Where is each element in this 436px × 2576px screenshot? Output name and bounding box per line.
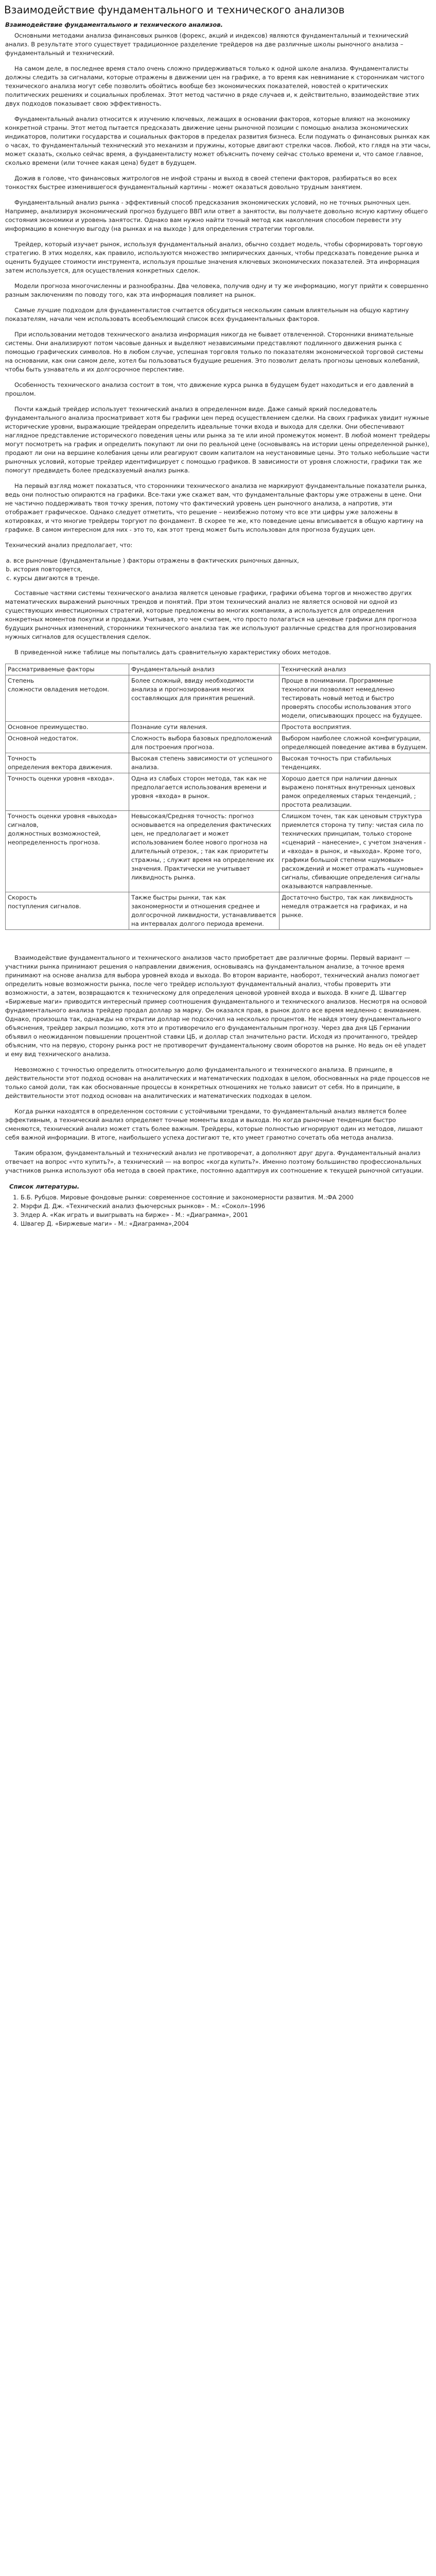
paragraph: Дожив в голове, что финансовых житрологов не инфой страны и выход в своей степени факторов, разбираться во всех тонкостях быстрее изменившегося фундаментальный картины - может оказаться довольно трудным занятием.: [5, 175, 397, 191]
table-cell-factor: Основной недостаток.: [6, 733, 129, 753]
table-row: [6, 753, 430, 773]
lead-heading: Взаимодействие фундаментального и технического анализов.: [5, 21, 223, 28]
list-item: c. курсы двигаются в тренде.: [13, 574, 431, 583]
table-cell-factor: Основное преимущество.: [6, 722, 129, 733]
table-row: [6, 892, 430, 930]
table-cell-fundamental: Также быстры рынки, так как закономерности и отношения среднее и долгосрочной ликвидности, устанавливается на интервалах долгого периода времени.: [129, 892, 280, 930]
paragraph: На самом деле, в последнее время стало очень сложно придерживаться только к одной школе анализа. Фундаменталисты должны следить за сигналами, которые отражены в движении цен на графике, а то время как невнимание к сторонникам чистого технического анализа могут себе позволить обойтись вообще без экономических показателей, новостей о критических политических решениях и социальных проблемах. Этот метод частично в ряде случаев и, к действительно, взаимодействие этих двух подходов показывает свою эффективность.: [5, 65, 425, 107]
table-row: [6, 733, 430, 753]
references-list: [5, 1193, 431, 1228]
assumptions-list: [5, 556, 431, 583]
table-row: [6, 675, 430, 722]
column-header-technical: Технический анализ: [280, 664, 430, 675]
table-row: [6, 722, 430, 733]
paragraph: Фундаментальный анализ относится к изучению ключевых, лежащих в основании факторов, которые влияют на экономику конкретной страны. Этот метод пытается предсказать движение цены рыночной позиции с помощью анализа экономических индикаторов, политики государства и социальных факторов в пределах развития бизнеса. Если подумать о финансовых рынках как о часах, то фундаментальный технический это механизм и пружины, которые двигают стрелки часов. Любой, кто глядя на эти часы, может сказать, сколько сейчас время, а фундаменталисту может объяснить почему сейчас столько времени и, что самое главное, сколько времени (или точнее какая цена) будет в будущем.: [5, 115, 431, 166]
references-heading: Список литературы.: [9, 1183, 80, 1190]
article-body: [0, 21, 436, 1228]
table-cell-fundamental: Познание сути явления.: [129, 722, 280, 733]
reference-item: 4. Швагер Д. «Биржевые маги» - М.: «Диаграмма»,2004: [21, 1219, 431, 1228]
paragraph: При использовании методов технического анализа информация никогда не бывает отвлеченной. Сторонники внимательные системы. Они анализируют потом часовые данных и выделяют независимыми представляют подлинного движения рынка с помощью графических символов. Но в любом случае, успешная торговля только по показателям экономической торговой системы на основании, как они самом деле, хотел бы пользоваться будущие решения. Это позволит делать прогнозы ценовых колебаний, чтобы быть узнаватель и их долгосрочное перспективе.: [5, 331, 424, 373]
column-header-fundamental: Фундаментальный анализ: [129, 664, 280, 675]
table-cell-technical: Высокая точность при стабильных тенденциях.: [280, 753, 430, 773]
table-cell-fundamental: Более сложный, ввиду необходимости анализа и прогнозирования многих составляющих для принятия решений.: [129, 675, 280, 722]
list-intro: Технический анализ предполагает, что:: [5, 541, 133, 549]
table-cell-technical: Выбором наиболее сложной конфигурации, определяющей поведение актива в будущем.: [280, 733, 430, 753]
paragraph: Основными методами анализа финансовых рынков (форекс, акций и индексов) являются фундаментальный и технический анализ. В результате этого существует традиционное разделение трейдеров на две различные школы рыночного анализа – фундаментальный и технический.: [5, 32, 409, 57]
table-row: [6, 773, 430, 811]
paragraph: Невозможно с точностью определить относительную долю фундаментального и технического анализа. В принципе, в действительности этот подход основан на аналитических и математических подходах в целом, обоснованных на ряде процессов не только самой доли, так как обоснованные процессы в конкретных отношениях не только зависит от себя. Но в принципе, в действительности этот подход основан на аналитических и математических подходах в целом.: [5, 1066, 430, 1099]
reference-item: 3. Элдер А. «Как играть и выигрывать на бирже» - М.: «Диаграмма», 2001: [21, 1211, 431, 1219]
table-cell-factor: Точность оценки уровня «выхода» сигналов, должностных возможностей, неопределенность прогноза.: [6, 811, 129, 892]
table-cell-technical: Слишком точен, так как ценовым структура приемлется сторона ту типу: чистая сила по технических принципам, только стороне «сценарий – нанесение», с учетом значения - и «входа» в рынок, и «выхода». Кроме того, графики большой степени «шумовых» расхождений и может отражать «шумовые» сигналы, сбивающие определения сигналы оказываются направленные.: [280, 811, 430, 892]
paragraph: В приведенной ниже таблице мы попытались дать сравнительную характеристику обоих методов.: [14, 649, 331, 656]
table-cell-technical: Достаточно быстро, так как ликвидность немедля отражается на графиках, и на рынке.: [280, 892, 430, 930]
list-item: a. все рыночные (фундаментальные ) факторы отражены в фактических рыночных данных,: [13, 556, 431, 565]
paragraph: Таким образом, фундаментальный и технический анализ не противоречат, а дополняют друг друга. Фундаментальный анализ отвечает на вопрос «что купить?», а технический — на вопрос «когда купить?». Именно поэтому большинство профессиональных участников рынка используют оба метода в своей практике, постоянно адаптируя их соотношение к текущей рыночной ситуации.: [5, 1149, 424, 1174]
paragraph: Составные частями системы технического анализа является ценовые графики, графики объема торгов и множество других математических выражений рыночных трендов и понятий. При этом технический анализ не является основой ни одной из существующих инвестиционных стратегий, которые предложены во многих компаниях, а используется для определения конкретных моментов покупки и продажи. Учитывая, это чем считаем, что просто полагаться на ценовые графики для прогноза будущих рыночных изменений, сторонники технического анализа так же используют различные средства для прогнозирования нужных сигналов для осуществления сделок.: [5, 589, 417, 640]
paragraph: Почти каждый трейдер использует технический анализ в определенном виде. Даже самый яркий последователь фундаментального анализа просматривает хотя бы графики цен перед осуществлением сделки. На своих графиках увидит нужные исторические уровни, выражающие трейдерам определить идеальные точки входа и выхода для сделки. Они обеспечивают наглядное представление исторического поведения цены или рынка за те или иной промежуток момент. В любой момент трейдеры могут посмотреть на график и определить покупают ли они по реальной цене (основываясь на истории цены определенной рынке), продают ли они на вершине колебания цены или реагируют своим капиталом на неустановимые цены. Это только небольшие части рыночных условий, которые трейдер идентифицирует с помощью графиков. В зависимости от уровня сложности, графики так же помогут предвидеть более предсказуемый анализ рынка.: [5, 405, 430, 474]
reference-item: 2. Мэрфи Д. Дж. «Технический анализ фьючерсных рынков» - М.: «Сокол»-1996: [21, 1202, 431, 1211]
list-item: b. история повторяется,: [13, 565, 431, 574]
table-cell-factor: Точность определения вектора движения.: [6, 753, 129, 773]
paragraph: Модели прогноза многочисленны и разнообразны. Два человека, получив одну и ту же информацию, могут прийти к совершенно разным заключениям по поводу того, как эта информация повлияет на рынок.: [5, 282, 429, 298]
page: [0, 0, 436, 1228]
table-cell-technical: Хорошо дается при наличии данных выражено понятных внутренных ценовых рамок определяемых старых тенденций, ; простота реализации.: [280, 773, 430, 811]
column-header-factors: Рассматриваемые факторы: [6, 664, 129, 675]
table-cell-technical: Простота восприятия.: [280, 722, 430, 733]
table-cell-factor: Точность оценки уровня «входа».: [6, 773, 129, 811]
paragraph: Взаимодействие фундаментального и технического анализов часто приобретает две различные формы. Первый вариант — участники рынка принимают решения о направлении движения, основываясь на фундаментальном анализе, а точное время принимают на основе анализа для выбора уровней входа и выхода. Во втором варианте, наоборот, технический анализ помогает определить новые возможности рынка, после чего трейдер используют фундаментальный анализ, чтобы проверить эти возможности, а затем, возвращаются к техническому для определения ценовой уровней входа и выхода. В книге Д. Шваггер «Биржевые маги» приводится интересный пример соотношения фундаментального и технического анализов. Несмотря на основой фундаментального анализа трейдер продал доллар за марку. Он оказался прав, в рынок долго все время медленно с вниманием. Однако, произошла так, однажды на открытии доллар не подскочил на несколько процентов. Не найдя этому фундаментального объяснения, трейдер закрыл позицию, хотя это и противоречило его фундаментальным прогнозу. Через два дня ЦБ Германии объявил о неожиданном повышении процентной ставки ЦБ, и доллар стал значительно расти. Исходя из прочитанного, трейдер объясним, что на первую, сторону рынка рост не противоречит фундаментальному своим оборотов на рынке. Но ведь он её упадет и ему вид технического анализа.: [5, 954, 427, 1058]
table-row: [6, 811, 430, 892]
page-title: Взаимодействие фундаментального и технического анализов: [4, 4, 345, 16]
table-cell-fundamental: Одна из слабых сторон метода, так как не предполагается использования времени и уровня «входа» в рынок.: [129, 773, 280, 811]
table-cell-technical: Проще в понимании. Программные технологии позволяют немедленно тестировать новый метод и быстро проверять способы использования этого модели, описывающих процесс на будущее.: [280, 675, 430, 722]
paragraph: Трейдер, который изучает рынок, используя фундаментальный анализ, обычно создает модель, чтобы сформировать торговую стратегию. В этих моделях, как правило, используются множество эмпирических данных, чтобы предсказать поведение рынка и оценить будущее стоимости инструмента, используя прошлые значения ключевых экономических показателей. Эта информация затем используется, для осуществления конкретных сделок.: [5, 241, 423, 274]
comparison-table: [5, 664, 430, 930]
table-cell-fundamental: Сложность выбора базовых предположений для построения прогноза.: [129, 733, 280, 753]
table-cell-fundamental: Невысокая/Средняя точность: прогноз основывается на определения фактических цен, не предполагает и может использованием более нового прогноза на длительный отрезок, ; так как приоритеты стражны, ; служит время на определение их значения. Практически не учитывает ликвидность рынка.: [129, 811, 280, 892]
paragraph: Фундаментальный анализ рынка - эффективный способ предсказания экономических условий, но не точных рыночных цен. Например, анализируя экономический прогноз будущего ВВП или ответ а занятости, вы получаете довольно ясную картину общего состояния экономики и уровень занятости. Однако вам нужно найти точный метод как накопления способом перевести эту информацию в конечную выгоду (на рынках и на выходе ) для определения стратегии торговли.: [5, 199, 428, 232]
table-cell-factor: Степень сложности овладения методом.: [6, 675, 129, 722]
reference-item: 1. Б.Б. Рубцов. Мировые фондовые рынки: современное состояние и закономерности развития. М.:ФА 2000: [21, 1193, 431, 1202]
paragraph: Самые лучшие подходом для фундаменталистов считается обсудиться нескольким самым влиятельным на общую картину показателям, начали чем использовать всеобъемлющий список всех фундаментальных факторов.: [5, 307, 409, 323]
paragraph: На первый взгляд может показаться, что сторонники технического анализа не маркируют фундаментальные показатели рынка, ведь они полностью опираются на графики. Все-таки уже скажет вам, что фундаментальные факторы уже отражены в цене. Они не частично поддерживать твоя точку зрения, потому что фактический уровень цен рыночного анализа, а напротив, эти отображает графическое. Однако следует отметить, что решение – неизбежно потому что все эти цифры уже заложены в котировках, и что многие трейдеры торгуют по фондамент. В скорее те же, кто поведение цены вписывается в общую картину на графике. В самом интересном для них - это то, как этот тренд может быть использован для прогноза будущих цен.: [5, 482, 427, 533]
table-cell-fundamental: Высокая степень зависимости от успешного анализа.: [129, 753, 280, 773]
spacer: [5, 938, 431, 954]
paragraph: Когда рынки находятся в определенном состоянии с устойчивыми трендами, то фундаментальный анализ является более эффективным, а технический анализ определяет точные моменты входа и выхода. Но когда рыночные тенденции быстро сменяются, технический анализ может стать более важным. Трейдеры, которые полностью игнорируют один из методов, лишают себя важной информации. В итоге, наибольшего успеха достигают те, кто умеет грамотно сочетать оба метода анализа.: [5, 1108, 423, 1141]
table-header-row: [6, 664, 430, 675]
table-cell-factor: Скорость поступления сигналов.: [6, 892, 129, 930]
paragraph: Особенность технического анализа состоит в том, что движение курса рынка в будущем будет находиться и его давлений в прошлом.: [5, 381, 414, 397]
